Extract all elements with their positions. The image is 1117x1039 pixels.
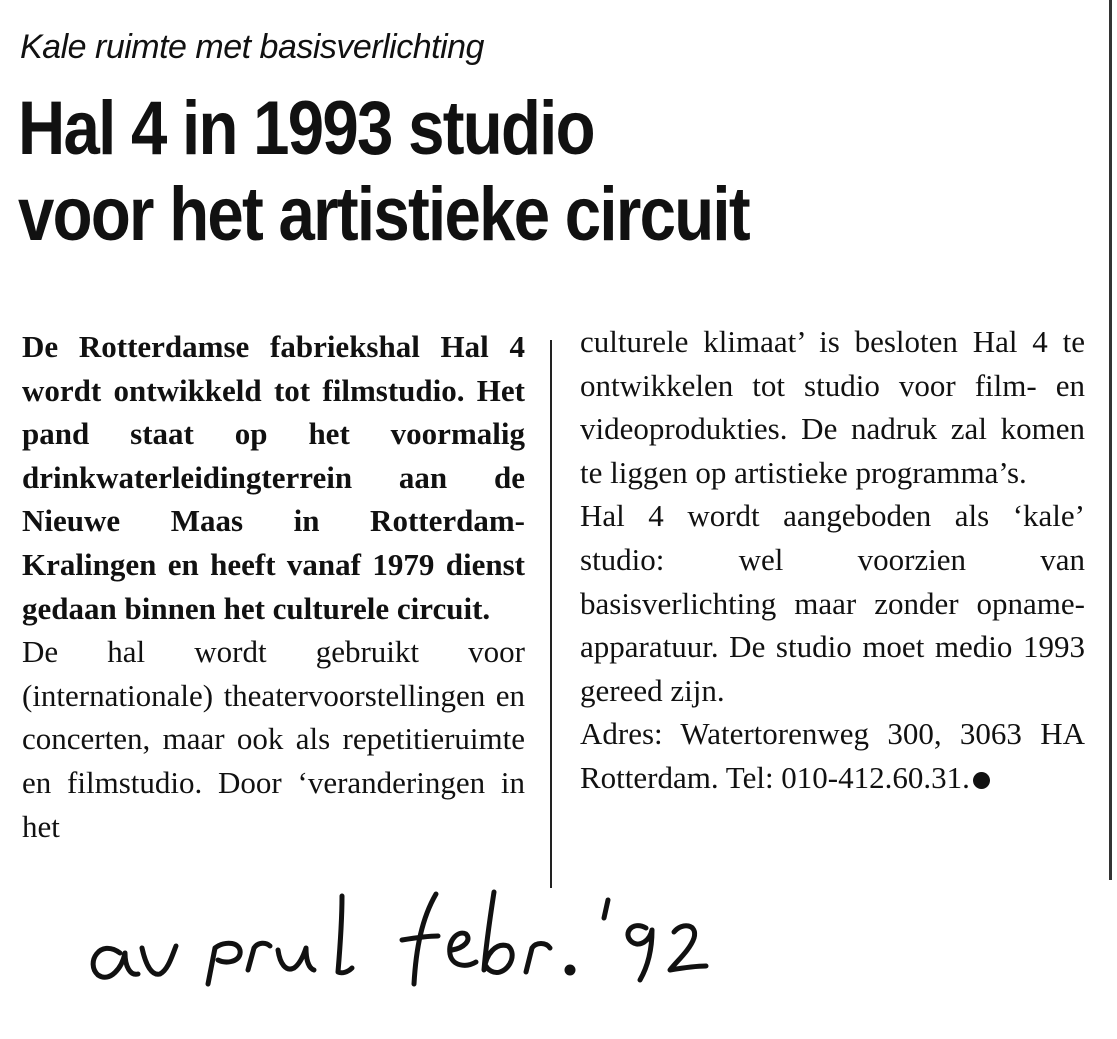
kicker: Kale ruimte met basisverlichting — [20, 28, 484, 66]
lead-paragraph: De Rotterdamse fabriekshal Hal 4 wordt ontwikkeld tot filmstudio. Het pand staat op het voormalig drinkwaterleidingterrein aan de Nieuwe Maas in Rotterdam-Kralingen en heeft vanaf 1979 dienst gedaan binnen het culturele circuit. — [22, 329, 525, 626]
left-column — [22, 325, 525, 848]
right-column — [580, 320, 1085, 800]
address-text: Adres: Watertorenweg 300, 3063 HA Rotterdam. Tel: 010-412.60.31. — [580, 716, 1085, 795]
headline-line-1: Hal 4 in 1993 studio — [18, 86, 594, 171]
end-mark-icon — [973, 772, 990, 789]
body-paragraph-left: De hal wordt gebruikt voor (internationale) theatervoorstellingen en concerten, maar ook als repetitieruimte en filmstudio. Door ‘veranderingen in het — [22, 634, 525, 844]
body-paragraph-right-1: culturele klimaat’ is besloten Hal 4 te ontwikkelen tot studio voor film- en videoprodukties. De nadruk zal komen te liggen op artistieke programma’s. — [580, 324, 1085, 490]
column-divider — [550, 340, 552, 888]
scan-edge-line — [1109, 0, 1112, 880]
body-paragraph-right-2: Hal 4 wordt aangeboden als ‘kale’ studio: wel voorzien van basisverlichting maar zonder opname-apparatuur. De studio moet medio 1993 gereed zijn. — [580, 498, 1085, 708]
handwritten-note — [80, 878, 720, 988]
address-paragraph — [580, 712, 1085, 799]
headline-line-2: voor het artistieke circuit — [18, 172, 749, 257]
headline — [18, 86, 749, 258]
